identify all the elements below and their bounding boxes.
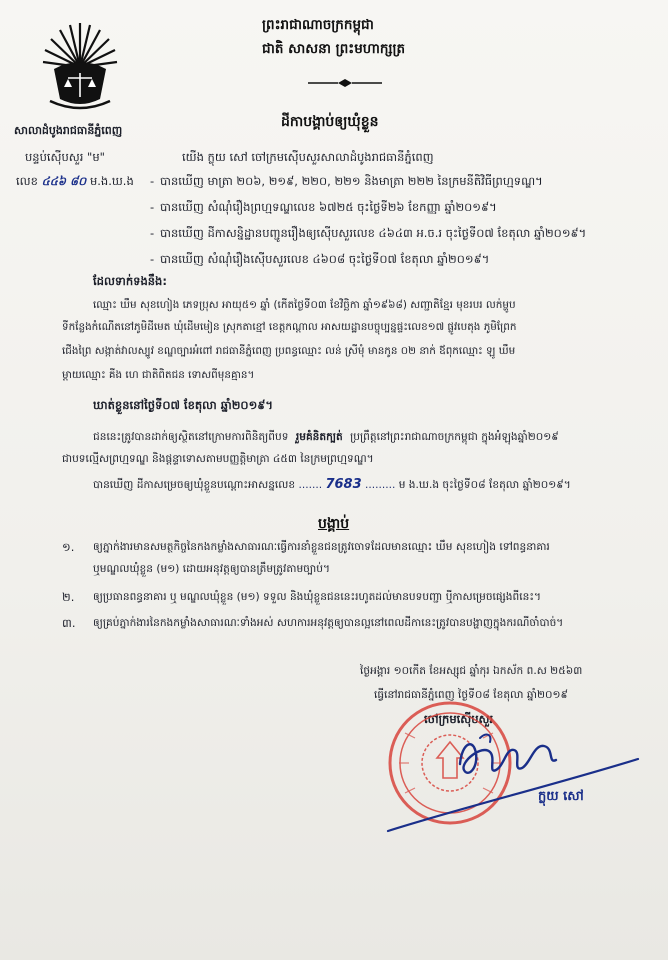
order-line: ឲ្យគ្រប់ភ្នាក់ងារនៃកងកម្លាំងសាធារណៈទាំងអស់ សហការអនុវត្តឲ្យបានល្អនៅពេលដីកានេះត្រូវបានបង្ហាញក្នុងករណីចាំបាច់។ bbox=[93, 617, 564, 629]
order-number: ១. bbox=[62, 540, 75, 554]
person-line: ជើងព្រៃ សង្កាត់វាលស្បូវ ខណ្ឌច្បារអំពៅ រាជធានីភ្នំពេញ ប្រពន្ធឈ្មោះ លន់ ស្រីមុំ មានកូន ០២ នាក់ ឪពុកឈ្មោះ ឡូ ឃឹម bbox=[62, 345, 516, 357]
person-line: ម្ដាយឈ្មោះ គីង ហេ ជាតិពិតជន ទោសពីមុនគ្មាន។ bbox=[62, 369, 255, 381]
motto-heading: ជាតិ សាសនា ព្រះមហាក្សត្រ bbox=[262, 41, 406, 57]
place-date: ធ្វើនៅរាជធានីភ្នំពេញ ថ្ងៃទី០៨ ខែតុលា ឆ្នាំ២០១៩ bbox=[374, 689, 568, 701]
ref-handwritten-number: ៤៤៦ ៨០ bbox=[41, 174, 87, 188]
ref-suffix: ម.ង.ឃ.ង bbox=[89, 174, 134, 188]
reference-number bbox=[16, 174, 134, 188]
whereas-label: ដែលទាក់ទងនឹង: bbox=[93, 274, 167, 288]
charge-line bbox=[93, 430, 559, 444]
decision-intro: បានឃើញ ដីកាសម្រេចឲ្យឃុំខ្លួនបណ្ដោះអាសន្នលេខ bbox=[93, 479, 296, 491]
ornament-divider bbox=[308, 78, 382, 88]
ref-prefix: លេខ bbox=[16, 174, 38, 188]
bullet-item: បានឃើញ មាត្រា ២០៦, ២១៩, ២២០, ២២១ និងមាត្រា ២២២ នៃក្រមនីតិវិធីព្រហ្មទណ្ឌ។ bbox=[160, 174, 543, 188]
judge-name: ក្លុយ សៅ bbox=[538, 789, 584, 804]
bullet-mark: - bbox=[150, 226, 155, 240]
arrest-line: ឃាត់ខ្លួននៅថ្ងៃទី០៧ ខែតុលា ឆ្នាំ២០១៩។ bbox=[93, 398, 274, 412]
intro-line: យើង ក្លុយ សៅ ចៅក្រមស៊ើបសួរសាលាដំបូងរាជធានីភ្នំពេញ bbox=[182, 150, 434, 164]
bullet-item: បានឃើញ សំណុំរឿងព្រហ្មទណ្ឌលេខ ៦៧២៥ ចុះថ្ងៃទី២៦ ខែកញ្ញា ឆ្នាំ២០១៩។ bbox=[160, 200, 497, 214]
charge-offense: រួមគំនិតក្បត់ bbox=[295, 431, 343, 443]
order-number: ២. bbox=[62, 590, 75, 604]
kingdom-heading: ព្រះរាជាណាចក្រកម្ពុជា bbox=[262, 17, 374, 33]
order-line: ឲ្យប្រធានពន្ធនាគារ ឬ មណ្ឌលឃុំខ្លួន (ម១) ទទួល និងឃុំខ្លួនជននេះរហូតដល់មានបទបញ្ជា ឬីកាសម្រេចផ្សេងពីនេះ។ bbox=[93, 591, 541, 603]
charge-location: ប្រព្រឹត្តនៅព្រះរាជាណាចក្រកម្ពុជា ក្នុងអំឡុងឆ្នាំ២០១៩ bbox=[350, 431, 559, 443]
bullet-item: បានឃើញ ដីកាសន្និដ្ឋានបញ្ជូនរឿងឲ្យស៊ើបសួរលេខ ៤៦៤៣ អ.ច.រ ចុះថ្ងៃទី០៧ ខែតុលា ឆ្នាំ២០១៩។ bbox=[160, 226, 587, 240]
charge-intro: ជននេះត្រូវបានដាក់ឲ្យស្ថិតនៅក្រោមការពិនិត្យពីបទ bbox=[93, 431, 289, 443]
lunar-date: ថ្ងៃអង្គារ ១០កើត ខែអស្សុជ ឆ្នាំកុរ ឯកស័ក ព.ស ២៥៦៣ bbox=[360, 665, 583, 677]
signature-underline bbox=[384, 755, 642, 835]
decision-handwritten-number: 7683 bbox=[325, 477, 362, 492]
bullet-mark: - bbox=[150, 252, 155, 266]
office-name: បន្ទប់ស៊ើបសួរ "ម" bbox=[25, 150, 105, 164]
dotted-leader: ....... bbox=[298, 479, 323, 491]
decision-line bbox=[93, 478, 571, 492]
court-emblem-icon bbox=[40, 17, 120, 117]
court-name: សាលាដំបូងរាជធានីភ្នំពេញ bbox=[14, 124, 123, 137]
decision-suffix: ម ង.ឃ.ង ចុះថ្ងៃទី០៨ ខែតុលា ឆ្នាំ២០១៩។ bbox=[398, 479, 571, 491]
person-line: ឈ្មោះ ឃឹម សុខហៀង ភេទប្រុស អាយុ៥១ ឆ្នាំ (កើតថ្ងៃទី០៣ ខែវិច្ឆិកា ឆ្នាំ១៩៦៨) សញ្ជាតិខ្មែរ មុខរបរ លក់ម្ហូប bbox=[93, 299, 516, 311]
dotted-leader: ......... bbox=[365, 479, 396, 491]
judge-title: ចៅក្រមស៊ើបសួរ bbox=[424, 712, 494, 726]
order-line: ឬមណ្ឌលឃុំខ្លួន (ម១) ដោយអនុវត្តឲ្យបានត្រឹមត្រូវតាមច្បាប់។ bbox=[93, 563, 330, 575]
bullet-mark: - bbox=[150, 200, 155, 214]
order-line: ឲ្យភ្នាក់ងារមានសមត្ថកិច្ចនៃកងកម្លាំងសាធារណៈធ្វើការនាំខ្លួនជនត្រូវចោទដែលមានឈ្មោះ ឃឹម សុខហៀង ទៅពន្ធនាគារ bbox=[93, 541, 550, 553]
order-number: ៣. bbox=[62, 616, 76, 630]
bullet-item: បានឃើញ សំណុំរឿងស៊ើបសួរលេខ ៤៦០៨ ចុះថ្ងៃទី០៧ ខែតុលា ឆ្នាំ២០១៩។ bbox=[160, 252, 490, 266]
order-heading: បង្គាប់ bbox=[318, 516, 350, 532]
bullet-mark: - bbox=[150, 174, 155, 188]
document-title: ដីកាបង្គាប់ឲ្យឃុំខ្លួន bbox=[281, 114, 379, 130]
charge-line-2: ជាបទល្មើសព្រហ្មទណ្ឌ និងផ្ដន្ទាទោសតាមបញ្ញត្តិមាត្រា ៤៥៣ នៃក្រមព្រហ្មទណ្ឌ។ bbox=[62, 453, 374, 465]
person-line: ទីកន្លែងកំណើតនៅភូមិដីមេត ឃុំដើមមៀន ស្រុកតាខ្មៅ ខេត្តកណ្ដាល អាសយដ្ឋានបច្ចុប្បន្នផ្ទះលេខ១៧ ផ្លូវបេតុង ភូមិព្រែក bbox=[62, 321, 517, 333]
